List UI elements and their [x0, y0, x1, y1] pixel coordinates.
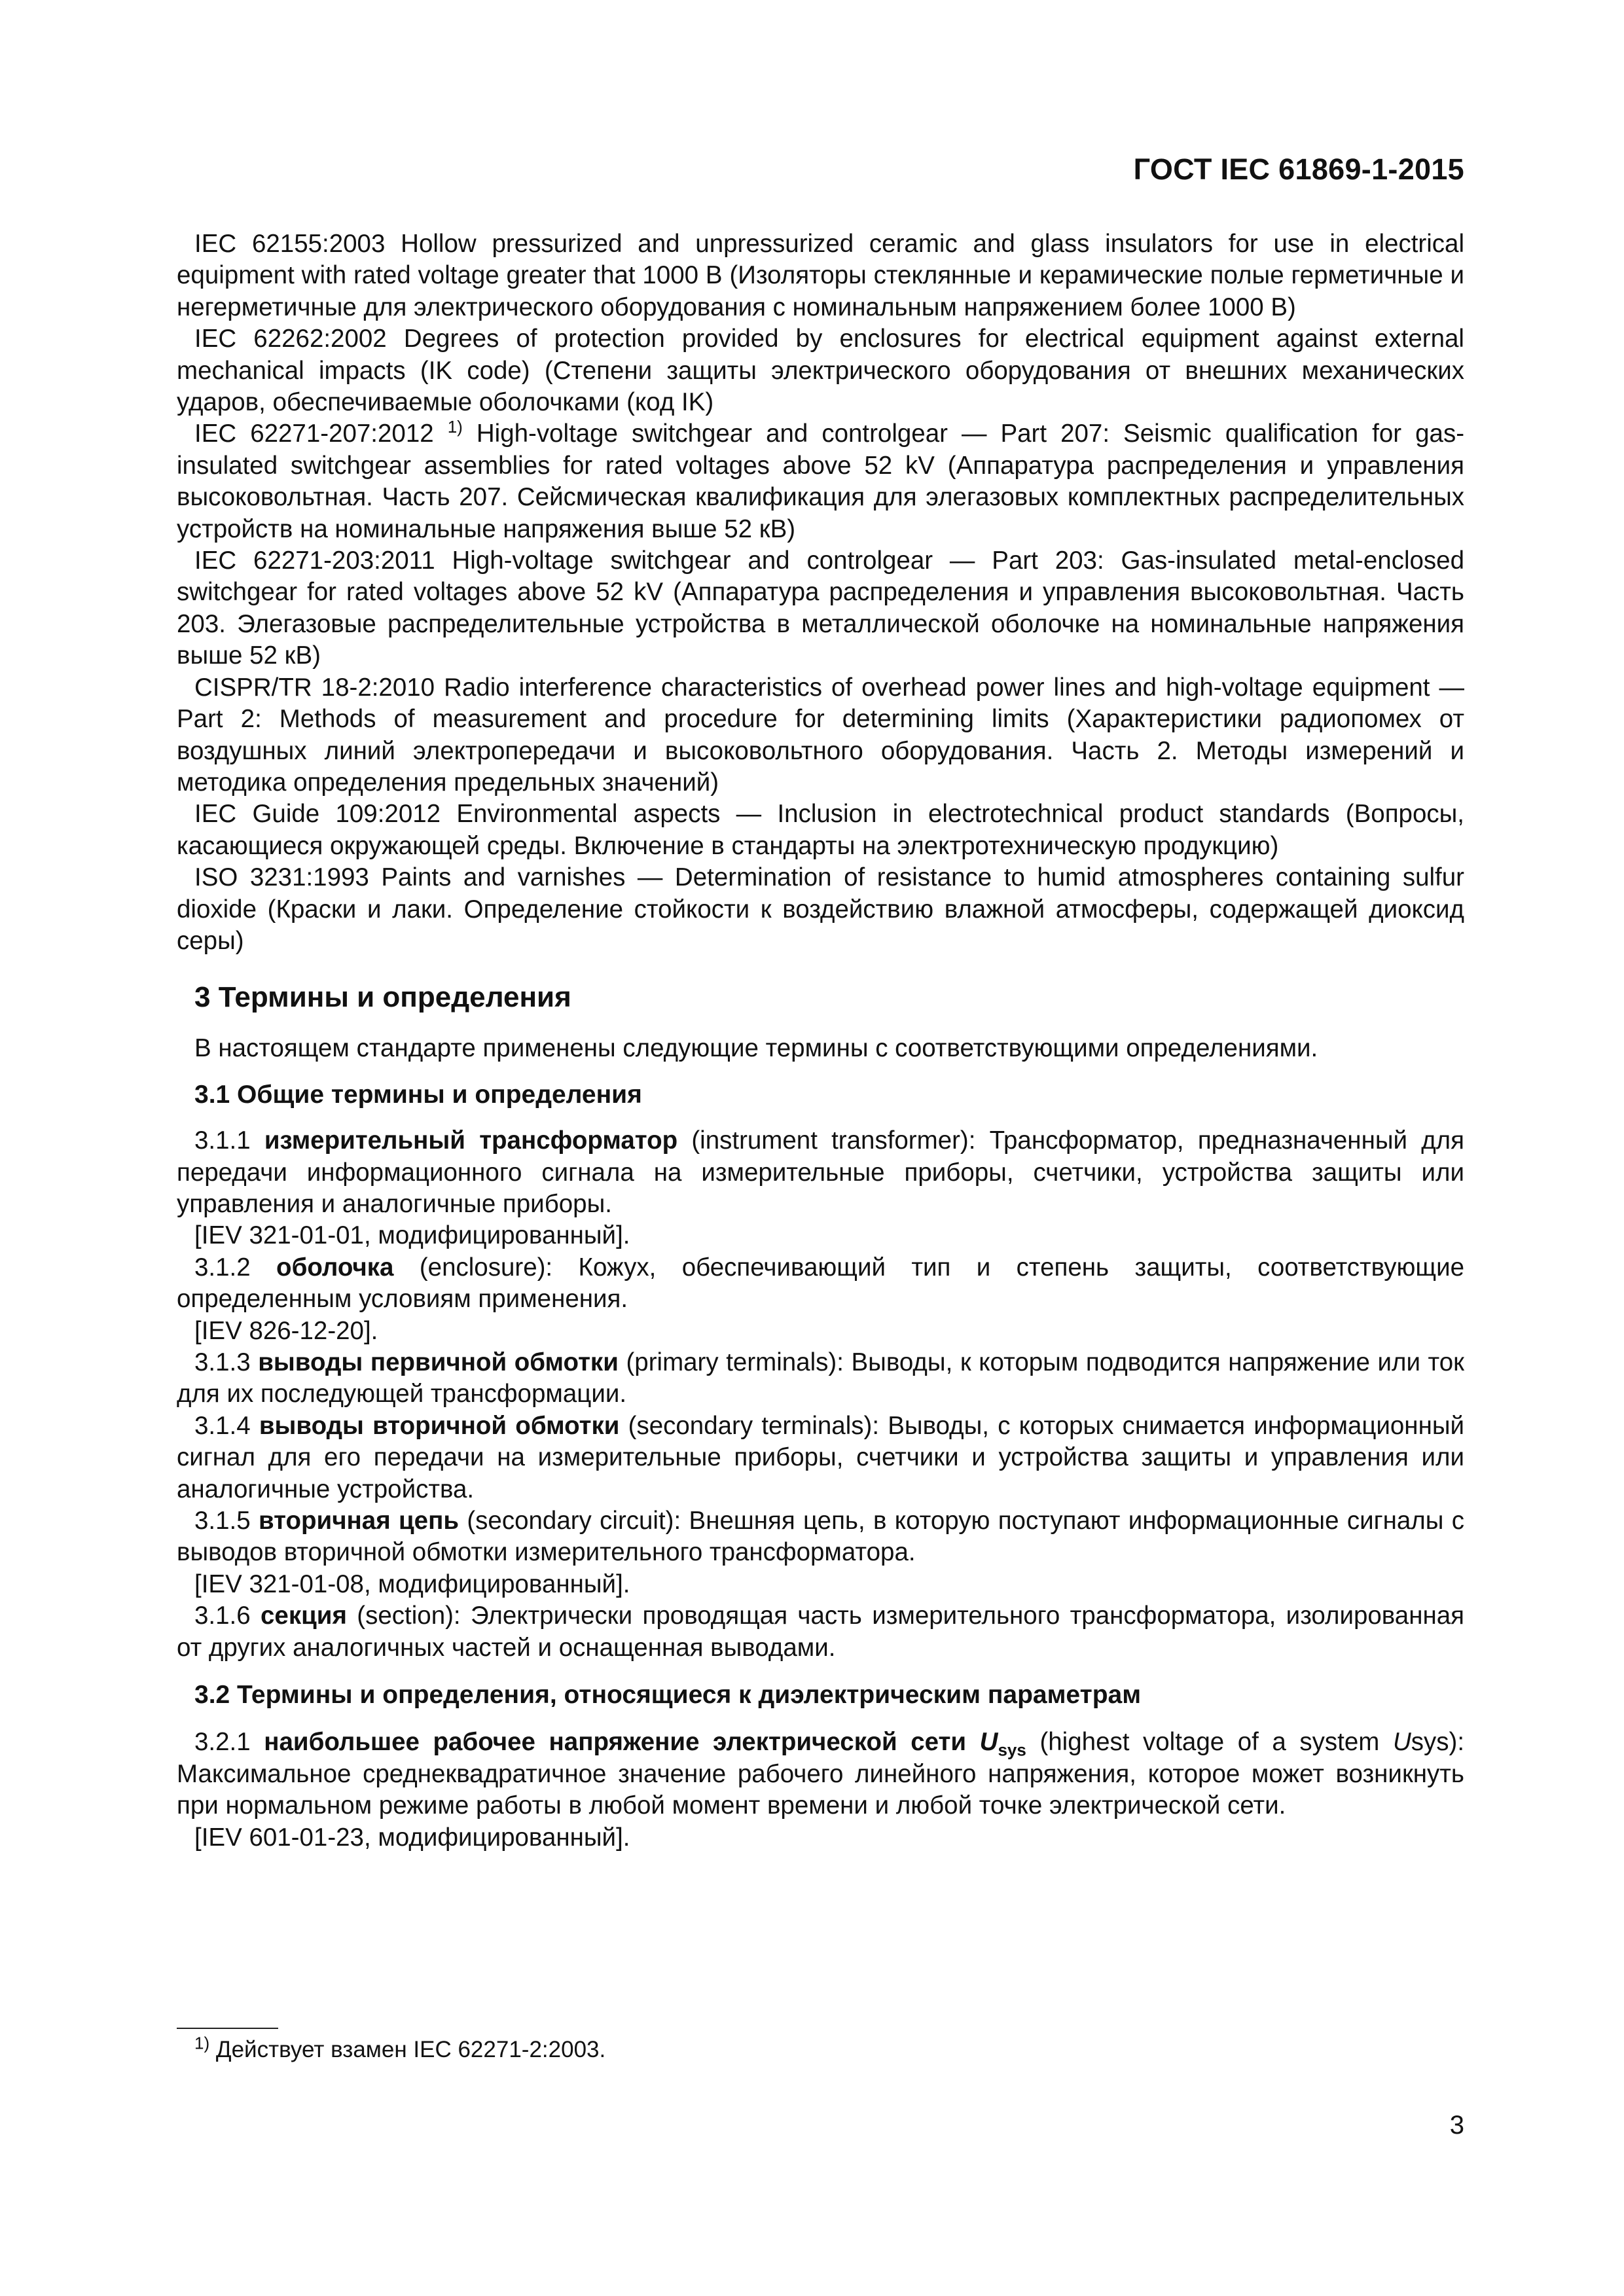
term-name: вторичная цепь	[258, 1507, 460, 1535]
footnote-text: Действует взамен IEC 62271-2:2003.	[215, 2037, 606, 2062]
term-number: 3.1.6	[194, 1602, 251, 1630]
term-symbol-inline: U	[1392, 1728, 1411, 1757]
document-number-header: ГОСТ IEC 61869-1-2015	[1133, 152, 1464, 186]
term-name: наибольшее рабочее напряжение электрической сети	[264, 1728, 967, 1757]
section-heading: 3 Термины и определения	[194, 981, 571, 1014]
term-definition	[177, 1347, 1464, 1410]
term-source: [IEV 826-12-20].	[194, 1316, 378, 1345]
term-name: оболочка	[276, 1253, 394, 1282]
footnote-marker: 1)	[447, 417, 463, 437]
term-text: (secondary circuit): Внешняя цепь, в которую поступают информационные сигналы с выводов вторичной обмотки измерительного трансформатора.	[177, 1507, 1465, 1567]
subsection-heading: 3.2 Термины и определения, относящиеся к диэлектрическим параметрам	[194, 1681, 1142, 1710]
term-text: (secondary terminals): Выводы, с которых снимается информационный сигнал для его передачи на измерительные приборы, счетчики и устройства защиты и управления или аналогичные устройства.	[177, 1411, 1465, 1503]
term-text: (primary terminals): Выводы, к которым подводится напряжение или ток для их последующей трансформации.	[177, 1348, 1464, 1408]
reference-entry: IEC 62155:2003 Hollow pressurized and unpressurized ceramic and glass insulators for use in electrical equipment with rated voltage greater that 1000 В (Изоляторы стеклянные и керамические полые герметичные и негерметичные для электрического оборудования с номинальным напряжением более 1000 В)	[177, 230, 1464, 321]
footnote-divider	[177, 2028, 278, 2029]
term-definition	[177, 1727, 1464, 1821]
reference-entry: ISO 3231:1993 Paints and varnishes — Determination of resistance to humid atmospheres containing sulfur dioxide (Краски и лаки. Определение стойкости к воздействию влажной атмосферы, содержащей диоксид серы)	[177, 863, 1464, 955]
reference-entry: CISPR/TR 18-2:2010 Radio interference characteristics of overhead power lines and high-voltage equipment — Part 2: Methods of measurement and procedure for determining limits (Характеристики радиопомех от воздушных линий электропередачи и высоковольтного оборудования. Часть 2. Методы измерений и методика определения предельных значений)	[177, 673, 1464, 797]
term-source: [IEV 321-01-08, модифицированный].	[194, 1570, 630, 1598]
reference-text: High-voltage switchgear and controlgear — Part 207: Seismic qualification for gas-insulated switchgear assemblies for rated voltages above 52 kV (Аппаратура распределения и управления высоковольтная. Часть 207. Сейсмическая квалификация для элегазовых комплектных распределительных устройств на номинальные напряжения выше 52 кВ)	[177, 420, 1465, 543]
term-source: [IEV 321-01-01, модифицированный].	[194, 1221, 630, 1250]
term-text: (enclosure): Кожух, обеспечивающий тип и степень защиты, соответствующие определенным условиям применения.	[177, 1253, 1464, 1314]
term-name: измерительный трансформатор	[264, 1126, 678, 1155]
term-source: [IEV 601-01-23, модифицированный].	[194, 1823, 630, 1852]
term-name: выводы вторичной обмотки	[259, 1411, 620, 1440]
reference-entry: IEC 62262:2002 Degrees of protection provided by enclosures for electrical equipment against external mechanical impacts (IK code) (Степени защиты электрического оборудования от внешних механических ударов, обеспечиваемые оболочками (код IK)	[177, 325, 1464, 417]
section-intro: В настоящем стандарте применены следующие термины с соответствующими определениями.	[194, 1034, 1318, 1063]
page-number: 3	[1449, 2111, 1464, 2140]
term-number: 3.2.1	[194, 1728, 251, 1757]
footnote	[194, 2033, 606, 2064]
term-text: (highest voltage of a system	[1039, 1728, 1380, 1757]
term-text: (instrument transformer): Трансформатор, предназначенный для передачи информационного сигнала на измерительные приборы, счетчики, устройства защиты или управления и аналогичные приборы.	[177, 1126, 1464, 1218]
subsection-heading: 3.1 Общие термины и определения	[194, 1080, 642, 1109]
term-number: 3.1.4	[194, 1411, 251, 1440]
term-definition	[177, 1505, 1464, 1569]
term-name: выводы первичной обмотки	[258, 1348, 619, 1376]
term-text-cont: sys): Максимальное среднеквадратичное значение рабочего линейного напряжения, которое может возникнуть при нормальном режиме работы в любой момент времени и любой точке электрической сети.	[177, 1728, 1465, 1820]
reference-code: IEC 62271-207:2012	[194, 420, 434, 448]
term-number: 3.1.1	[194, 1126, 251, 1155]
term-number: 3.1.5	[194, 1507, 251, 1535]
term-number: 3.1.3	[194, 1348, 251, 1376]
term-definition	[177, 1125, 1464, 1220]
reference-entry: IEC Guide 109:2012 Environmental aspects — Inclusion in electrotechnical product standards (Вопросы, касающиеся окружающей среды. Включение в стандарты на электротехническую продукцию)	[177, 800, 1464, 860]
term-number: 3.1.2	[194, 1253, 251, 1282]
term-text: (section): Электрически проводящая часть измерительного трансформатора, изолированная от других аналогичных частей и оснащенная выводами.	[177, 1602, 1464, 1662]
page-content	[177, 228, 1464, 1854]
term-name: секция	[261, 1602, 347, 1630]
reference-entry: IEC 62271-203:2011 High-voltage switchgear and controlgear — Part 203: Gas-insulated metal-enclosed switchgear for rated voltages above 52 kV (Аппаратура распределения и управления высоковольтная. Часть 203. Элегазовые распределительные устройства в металлической оболочке на номинальные напряжения выше 52 кВ)	[177, 547, 1464, 670]
footnote-marker: 1)	[194, 2033, 210, 2053]
term-definition	[177, 1600, 1464, 1664]
term-symbol: U	[979, 1728, 998, 1757]
term-definition	[177, 1252, 1464, 1316]
term-symbol-subscript: sys	[998, 1740, 1026, 1761]
reference-entry	[177, 418, 1464, 545]
term-definition	[177, 1410, 1464, 1505]
